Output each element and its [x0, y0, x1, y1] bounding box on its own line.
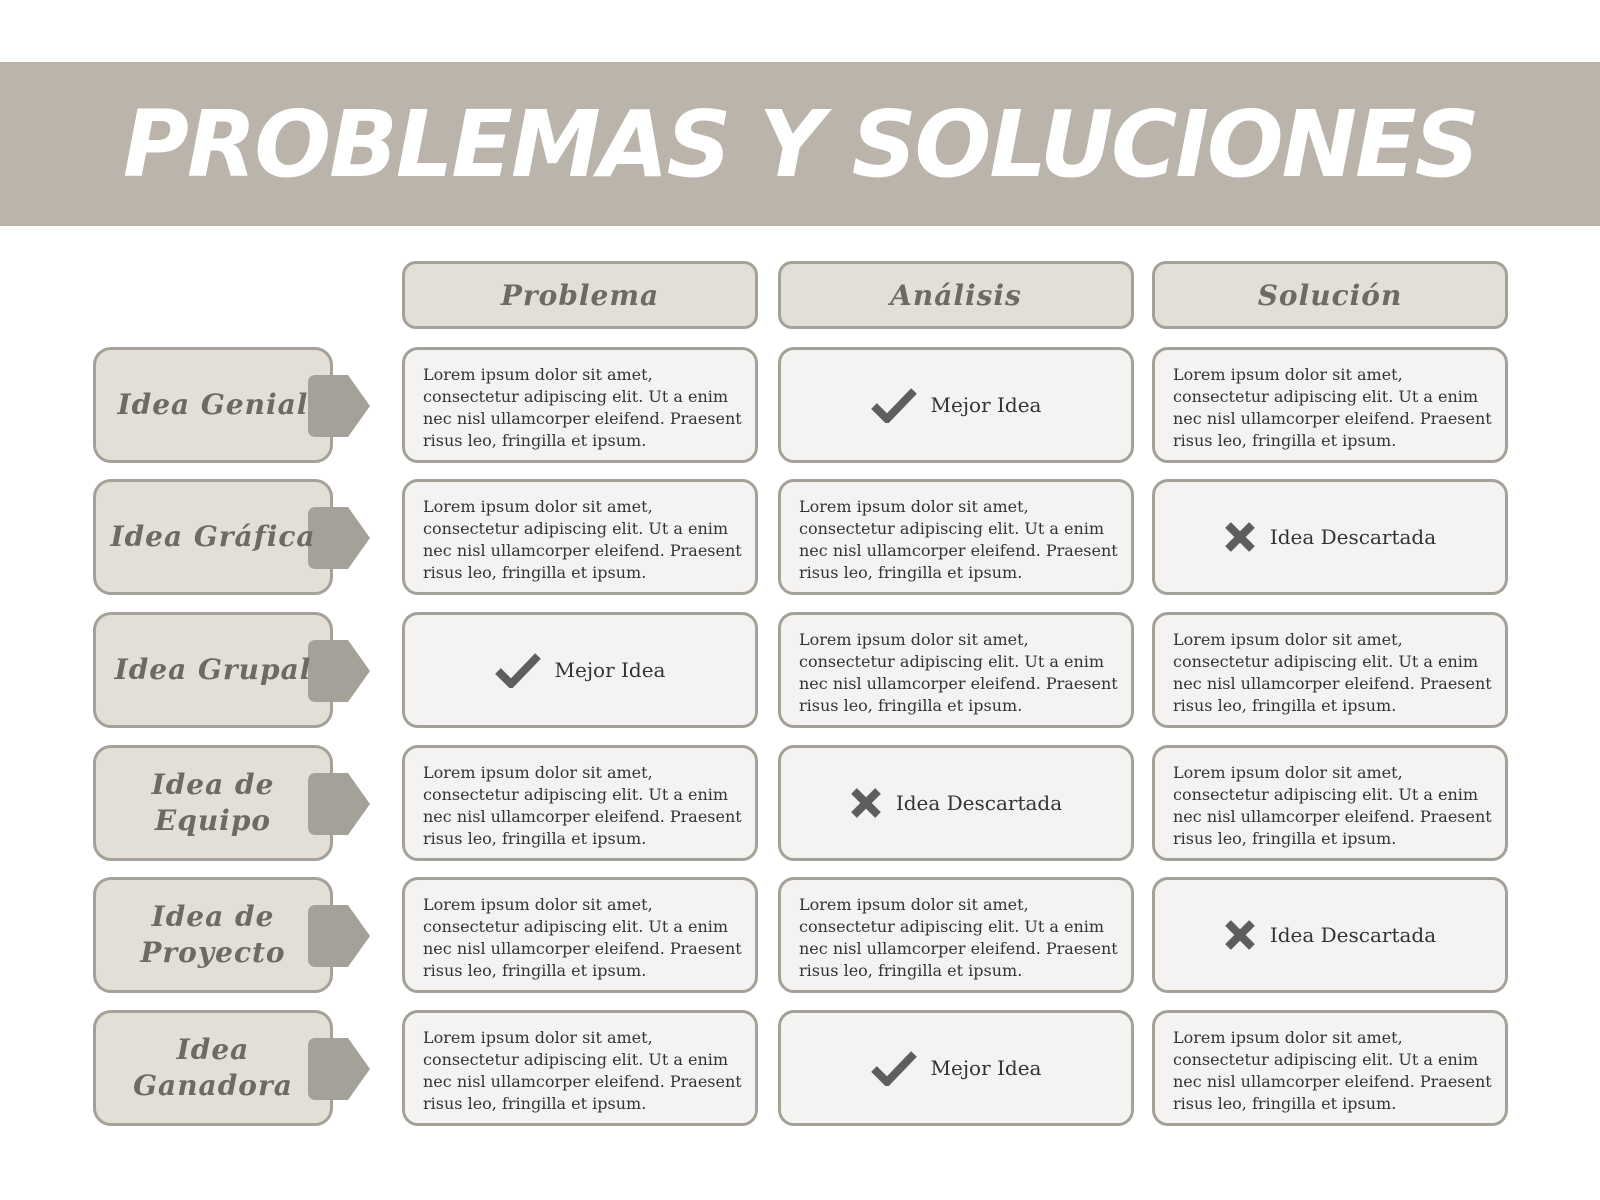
status-label: Idea Descartada	[1269, 525, 1437, 549]
row-label-tag	[93, 347, 333, 463]
status-label: Idea Descartada	[895, 791, 1063, 815]
table-cell	[402, 877, 758, 993]
cell-text: Lorem ipsum dolor sit amet, consectetur adipiscing elit. Ut a enim nec nisl ullamcorper eleifend. Praesent risus leo, fringilla et ipsum.	[799, 497, 1118, 582]
row-label-text: Idea de Proyecto	[140, 900, 286, 969]
discarded-idea-status	[781, 748, 1131, 858]
cell-text: Lorem ipsum dolor sit amet, consectetur adipiscing elit. Ut a enim nec nisl ullamcorper eleifend. Praesent risus leo, fringilla et ipsum.	[423, 895, 742, 980]
best-idea-status	[781, 1013, 1131, 1123]
column-header-problema: Problema	[402, 261, 758, 329]
table-cell	[402, 1010, 758, 1126]
row-label-text: Idea Gráfica	[110, 520, 316, 553]
cell-text: Lorem ipsum dolor sit amet, consectetur adipiscing elit. Ut a enim nec nisl ullamcorper eleifend. Praesent risus leo, fringilla et ipsum.	[423, 497, 742, 582]
checkmark-icon	[495, 652, 541, 688]
best-idea-status	[405, 615, 755, 725]
row-label-text: Idea de Equipo	[151, 768, 275, 837]
title-banner	[0, 62, 1600, 226]
status-label: Mejor Idea	[554, 658, 666, 682]
cell-text: Lorem ipsum dolor sit amet, consectetur adipiscing elit. Ut a enim nec nisl ullamcorper eleifend. Praesent risus leo, fringilla et ipsum.	[423, 365, 742, 450]
discarded-idea-status	[1155, 482, 1505, 592]
table-cell	[778, 479, 1134, 595]
cell-text: Lorem ipsum dolor sit amet, consectetur adipiscing elit. Ut a enim nec nisl ullamcorper eleifend. Praesent risus leo, fringilla et ipsum.	[423, 1028, 742, 1113]
cell-text: Lorem ipsum dolor sit amet, consectetur adipiscing elit. Ut a enim nec nisl ullamcorper eleifend. Praesent risus leo, fringilla et ipsum.	[799, 630, 1118, 715]
row-label-tag	[93, 877, 333, 993]
table-cell	[1152, 347, 1508, 463]
cell-text: Lorem ipsum dolor sit amet, consectetur adipiscing elit. Ut a enim nec nisl ullamcorper eleifend. Praesent risus leo, fringilla et ipsum.	[1173, 763, 1492, 848]
table-cell	[402, 479, 758, 595]
table-cell	[402, 612, 758, 728]
x-mark-icon	[1224, 521, 1256, 553]
best-idea-status	[781, 350, 1131, 460]
page-title: PROBLEMAS Y SOLUCIONES	[122, 90, 1478, 198]
discarded-idea-status	[1155, 880, 1505, 990]
cell-text: Lorem ipsum dolor sit amet, consectetur adipiscing elit. Ut a enim nec nisl ullamcorper eleifend. Praesent risus leo, fringilla et ipsum.	[1173, 365, 1492, 450]
checkmark-icon	[871, 1050, 917, 1086]
table-cell	[778, 347, 1134, 463]
status-label: Mejor Idea	[930, 393, 1042, 417]
x-mark-icon	[850, 787, 882, 819]
column-header-analisis: Análisis	[778, 261, 1134, 329]
table-cell	[1152, 877, 1508, 993]
row-label-tag	[93, 479, 333, 595]
column-header-solucion: Solución	[1152, 261, 1508, 329]
table-cell	[1152, 479, 1508, 595]
row-label-tag	[93, 745, 333, 861]
table-cell	[778, 745, 1134, 861]
row-label-text: Idea Grupal	[114, 653, 312, 686]
table-cell	[402, 347, 758, 463]
row-label-text: Idea Ganadora	[133, 1033, 293, 1102]
cell-text: Lorem ipsum dolor sit amet, consectetur adipiscing elit. Ut a enim nec nisl ullamcorper eleifend. Praesent risus leo, fringilla et ipsum.	[1173, 630, 1492, 715]
table-cell	[778, 877, 1134, 993]
checkmark-icon	[871, 387, 917, 423]
row-label-tag	[93, 1010, 333, 1126]
x-mark-icon	[1224, 919, 1256, 951]
table-cell	[1152, 612, 1508, 728]
table-cell	[778, 612, 1134, 728]
cell-text: Lorem ipsum dolor sit amet, consectetur adipiscing elit. Ut a enim nec nisl ullamcorper eleifend. Praesent risus leo, fringilla et ipsum.	[1173, 1028, 1492, 1113]
table-cell	[1152, 745, 1508, 861]
cell-text: Lorem ipsum dolor sit amet, consectetur adipiscing elit. Ut a enim nec nisl ullamcorper eleifend. Praesent risus leo, fringilla et ipsum.	[423, 763, 742, 848]
status-label: Mejor Idea	[930, 1056, 1042, 1080]
table-cell	[1152, 1010, 1508, 1126]
table-cell	[778, 1010, 1134, 1126]
cell-text: Lorem ipsum dolor sit amet, consectetur adipiscing elit. Ut a enim nec nisl ullamcorper eleifend. Praesent risus leo, fringilla et ipsum.	[799, 895, 1118, 980]
table-cell	[402, 745, 758, 861]
row-label-text: Idea Genial	[117, 388, 309, 421]
row-label-tag	[93, 612, 333, 728]
status-label: Idea Descartada	[1269, 923, 1437, 947]
